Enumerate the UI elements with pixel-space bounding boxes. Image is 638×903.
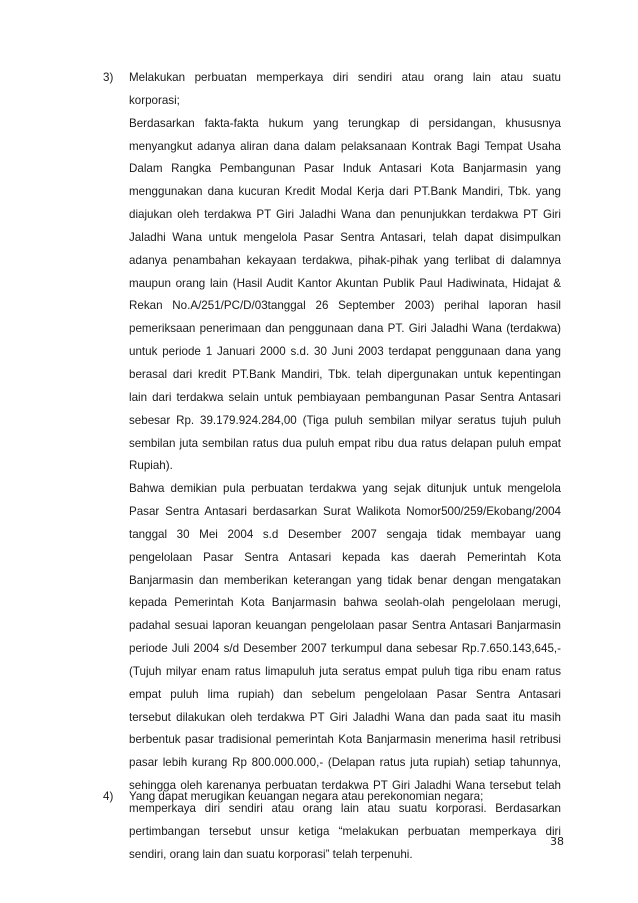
text-line: sembilan juta sembilan ratus dua puluh empat ribu dua ratus delapan puluh empat — [129, 436, 561, 450]
text-line: kepada Pemerintah Kota Banjarmasin bahwa seolah-olah pengelolaan merugi, — [129, 596, 561, 610]
text-line: pemeriksaan penerimaan dan penggunaan dana PT. Giri Jaladhi Wana (terdakwa) — [129, 322, 561, 336]
text-line: memperkaya diri sendiri atau orang lain atau suatu korporasi. Berdasarkan — [129, 802, 561, 815]
page-number: 38 — [550, 835, 564, 848]
text-line: sebesar Rp. 39.179.924.284,00 (Tiga puluh sembilan milyar seratus tujuh puluh — [129, 413, 561, 427]
paragraph — [129, 67, 561, 113]
text-line: Melakukan perbuatan memperkaya diri sendiri atau orang lain atau suatu — [129, 71, 561, 84]
text-line: pasar lebih kurang Rp 800.000.000,- (Delapan ratus juta rupiah) setiap tahunnya, — [129, 756, 561, 770]
text-line: diajukan oleh terdakwa PT Giri Jaladhi Wana dan penunjukkan terdakwa PT Giri — [129, 208, 561, 222]
text-line: menggunakan dana kucuran Kredit Modal Kerja dari PT.Bank Mandiri, Tbk. yang — [129, 185, 561, 199]
text-line: sendiri, orang lain dan suatu korporasi” telah terpenuhi. — [129, 847, 413, 861]
text-line: menyangkut adanya aliran dana dalam pelaksanaan Kontrak Bagi Tempat Usaha — [129, 139, 561, 153]
text-line: Rupiah). — [129, 459, 173, 473]
text-line: Dalam Rangka Pembangunan Pasar Induk Antasari Kota Banjarmasin yang — [129, 162, 561, 176]
list-item-body — [129, 67, 561, 867]
text-line: tanggal 30 Mei 2004 s.d Desember 2007 sengaja tidak membayar uang — [129, 527, 561, 541]
text-line: berbentuk pasar tradisional pemerintah Kota Banjarmasin menerima hasil retribusi — [129, 733, 561, 747]
text-line: pertimbangan tersebut unsur ketiga “melakukan perbuatan memperkaya diri — [129, 824, 561, 838]
text-line: padahal sesuai laporan keuangan pengelolaan pasar Sentra Antasari Banjarmasin — [129, 619, 561, 633]
list-item-4 — [103, 786, 561, 809]
text-line: empat puluh lima rupiah) dan sebelum pengelolaan Pasar Sentra Antasari — [129, 687, 561, 701]
text-line: Banjarmasin dan memberikan keterangan yang tidak benar dengan mengatakan — [129, 573, 561, 587]
list-item-body — [129, 786, 561, 809]
text-line: Bahwa demikian pula perbuatan terdakwa yang sejak ditunjuk untuk mengelola — [129, 482, 561, 496]
text-line: periode Juli 2004 s/d Desember 2007 terkumpul dana sebesar Rp.7.650.143,645,- — [129, 642, 561, 656]
text-line: Jaladhi Wana untuk mengelola Pasar Sentra Antasari, telah dapat disimpulkan — [129, 230, 561, 244]
text-line: pengelolaan Pasar Sentra Antasari kepada kas daerah Pemerintah Kota — [129, 550, 561, 564]
text-line: maupun orang lain (Hasil Audit Kantor Akuntan Publik Paul Hadiwinata, Hidajat & — [129, 276, 561, 290]
text-line: sehingga oleh karenanya perbuatan terdakwa PT Giri Jaladhi Wana tersebut telah — [129, 779, 561, 793]
text-line: (Tujuh milyar enam ratus limapuluh juta seratus empat puluh tiga ribu enam ratus — [129, 664, 561, 678]
text-line: korporasi; — [129, 93, 180, 107]
text-line: untuk periode 1 Januari 2000 s.d. 30 Juni 2003 terdapat penggunaan dana yang — [129, 345, 561, 359]
text-line: berasal dari kredit PT.Bank Mandiri, Tbk. telah dipergunakan untuk kepentingan — [129, 367, 561, 381]
list-number: 4) — [103, 790, 114, 803]
text-line: lain dari terdakwa selain untuk pembiayaan pembangunan Pasar Sentra Antasari — [129, 390, 561, 404]
text-line: Rekan No.A/251/PC/D/03tanggal 26 September 2003) perihal laporan hasil — [129, 299, 561, 313]
text-line: adanya penambahan kekayaan terdakwa, pihak-pihak yang terlibat di dalamnya — [129, 253, 561, 267]
list-number: 3) — [103, 71, 114, 84]
list-item-3 — [103, 67, 561, 867]
text-line: Yang dapat merugikan keuangan negara atau perekonomian negara; — [129, 790, 484, 803]
text-line: Berdasarkan fakta-fakta hukum yang terungkap di persidangan, khususnya — [129, 116, 561, 130]
text-line: tersebut dilakukan oleh terdakwa PT Giri Jaladhi Wana dan pada saat itu masih — [129, 710, 561, 724]
paragraph — [129, 113, 561, 479]
text-line: Pasar Sentra Antasari berdasarkan Surat Walikota Nomor500/259/Ekobang/2004 — [129, 505, 561, 519]
